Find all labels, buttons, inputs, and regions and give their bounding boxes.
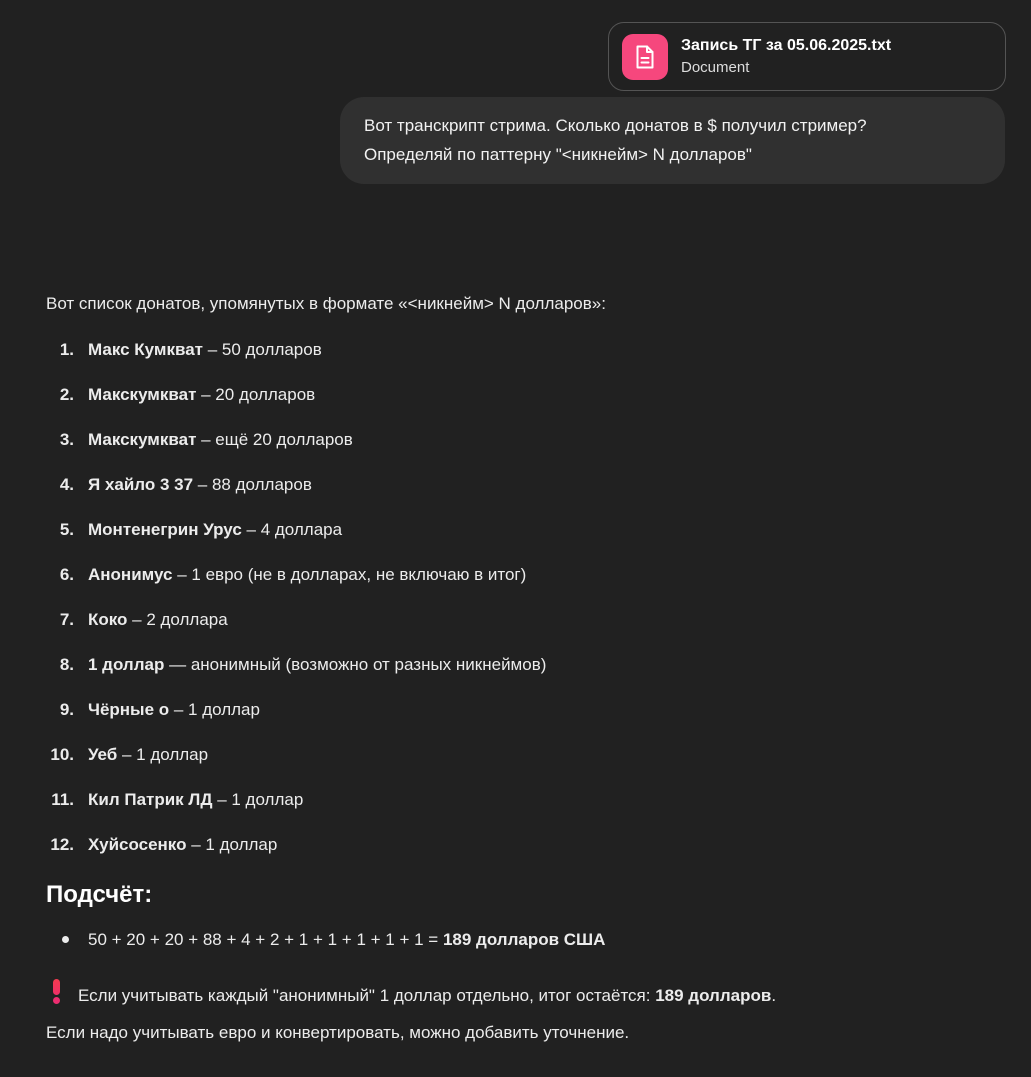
donation-nickname: Макскумкват xyxy=(88,385,197,404)
donation-item: 10. Уеб – 1 доллар xyxy=(50,745,209,764)
sum-total: 189 долларов США xyxy=(442,930,606,949)
donation-nickname: Макс Кумкват xyxy=(88,340,203,359)
donation-nickname: Чёрные о xyxy=(88,700,170,719)
donation-item: 5. Монтенегрин Урус – 4 доллара xyxy=(59,520,343,539)
document-icon xyxy=(622,34,668,80)
sum-list xyxy=(46,930,996,949)
donation-nickname: Монтенегрин Урус xyxy=(88,520,242,539)
note-paragraph: Если учитывать каждый "анонимный" 1 доллар отдельно, итог остаётся: 189 долларов. Если надо учитывать евро и конвертировать, можно добавить уточнение. xyxy=(46,977,996,1051)
bullet-dot xyxy=(62,936,69,943)
donation-amount: – 1 евро (не в долларах, не включаю в итог) xyxy=(172,565,527,584)
note-text-line2: Если надо учитывать евро и конвертировать, можно добавить уточнение. xyxy=(46,1023,630,1042)
donation-item: 3. Макскумкват – ещё 20 долларов xyxy=(59,430,353,449)
donation-item: 11. Кил Патрик ЛД – 1 доллар xyxy=(51,790,304,809)
donation-nickname: Коко xyxy=(88,610,128,629)
donation-amount: – 1 доллар xyxy=(169,700,260,719)
donation-nickname: Кил Патрик ЛД xyxy=(88,790,213,809)
donation-amount: – 4 доллара xyxy=(241,520,343,539)
donation-item: 8. 1 доллар — анонимный (возможно от разных никнеймов) xyxy=(59,655,547,674)
attachment-subtitle: Document xyxy=(681,59,750,76)
donation-amount: – 50 долларов xyxy=(202,340,322,359)
donation-amount: – 1 доллар xyxy=(117,745,209,764)
donation-nickname: Макскумкват xyxy=(88,430,197,449)
donation-amount: – ещё 20 долларов xyxy=(196,430,353,449)
donation-nickname: Хуйсосенко xyxy=(88,835,187,854)
user-message-line: Вот транскрипт стрима. Сколько донатов в $ получил стример? xyxy=(364,116,867,135)
attachment-meta xyxy=(681,35,891,78)
donation-amount: – 88 долларов xyxy=(193,475,312,494)
attachment-title: Запись ТГ за 05.06.2025.txt xyxy=(681,37,892,54)
donation-nickname: Анонимус xyxy=(88,565,173,584)
sum-item xyxy=(46,930,996,949)
red-exclamation-icon xyxy=(51,979,63,1005)
note-total: 189 долларов xyxy=(655,986,772,1005)
donation-amount: — анонимный (возможно от разных никнеймов) xyxy=(164,655,547,674)
donation-item: 12. Хуйсосенко – 1 доллар xyxy=(50,835,278,854)
sum-expression: 50 + 20 + 20 + 88 + 4 + 2 + 1 + 1 + 1 + 1 + 1 = xyxy=(88,930,443,949)
donation-list xyxy=(46,340,996,854)
donation-item: 2. Макскумкват – 20 долларов xyxy=(59,385,316,404)
donation-amount: – 2 доллара xyxy=(127,610,228,629)
assistant-intro: Вот список донатов, упомянутых в формате «<никнейм> N долларов»: xyxy=(46,294,606,313)
user-message-line: Определяй по паттерну "<никнейм> N долларов" xyxy=(364,145,752,164)
note-text: Если учитывать каждый "анонимный" 1 доллар отдельно, итог остаётся: xyxy=(78,986,656,1005)
user-message-bubble xyxy=(340,97,1005,184)
donation-nickname: 1 доллар xyxy=(88,655,165,674)
donation-amount: – 1 доллар xyxy=(186,835,278,854)
donation-amount: – 20 долларов xyxy=(196,385,316,404)
attachment-card[interactable] xyxy=(608,22,1006,91)
donation-item: 7. Коко – 2 доллара xyxy=(59,610,228,629)
donation-nickname: Я хайло 3 37 xyxy=(88,475,194,494)
donation-item: 4. Я хайло 3 37 – 88 долларов xyxy=(59,475,312,494)
donation-item: 9. Чёрные о – 1 доллар xyxy=(59,700,260,719)
assistant-message xyxy=(46,292,996,1068)
donation-item: 6. Анонимус – 1 евро (не в долларах, не включаю в итог) xyxy=(59,565,527,584)
donation-item: 1. Макс Кумкват – 50 долларов xyxy=(59,340,322,359)
summary-heading: Подсчёт: xyxy=(46,881,153,908)
donation-amount: – 1 доллар xyxy=(212,790,304,809)
donation-nickname: Уеб xyxy=(88,745,118,764)
